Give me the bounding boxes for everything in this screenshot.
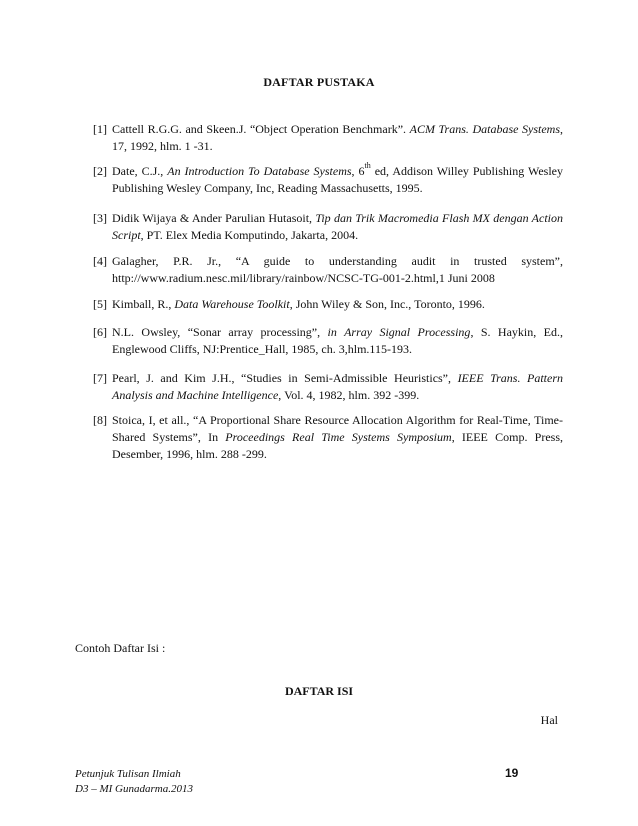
reference-item [93,324,563,358]
reference-number: [5] [93,297,107,311]
page-column-label: Hal [540,713,558,727]
italic-text: IEEE Trans. Pattern Analysis and Machine Intelligence [112,371,563,402]
reference-number: [4] [93,254,107,268]
reference-text-run: Date, C.J., [112,164,168,178]
italic-text: in Array Signal Processing [327,325,471,339]
italic-text: An Introduction To Database Systems [167,164,352,178]
reference-number: [3] [93,211,107,225]
reference-number: [2] [93,164,107,178]
reference-item [93,370,563,404]
reference-text-run: Galagher, P.R. Jr., “A guide to understanding audit in trusted system”, http://www.radium.nesc.mil/library/rainbow/NCSC-TG-001-2.html,1 Juni 2008 [112,254,563,285]
reference-text-run: , IEEE Comp. Press, Desember, 1996, hlm. 288 -299. [112,430,563,461]
reference-number: [1] [93,122,107,136]
reference-text-run: Kimball, R., [112,297,175,311]
reference-item [93,412,563,463]
page-footer [75,767,193,797]
reference-text [112,412,563,463]
italic-text: ACM Trans. Database Systems [409,122,560,136]
references-heading: DAFTAR PUSTAKA [263,75,375,89]
reference-text-run: ed, Addison Willey Publishing Wesley Publishing Wesley Company, Inc, Reading Massachusetts, 1995. [112,164,563,195]
reference-text-run: , S. Haykin, Ed., Englewood Cliffs, NJ:Prentice_Hall, 1985, ch. 3,hlm.115-193. [112,325,563,356]
toc-heading: DAFTAR ISI [284,684,354,698]
reference-text [112,370,563,404]
reference-item [93,296,563,313]
reference-text [112,324,563,358]
page-number: 19 [505,766,519,780]
reference-text [112,210,563,244]
reference-item [93,121,563,155]
reference-item [93,253,563,287]
footer-line-2: D3 – MI Gunadarma.2013 [75,783,193,795]
reference-text-run: N.L. Owsley, “Sonar array processing”, [112,325,328,339]
italic-text: Data Warehouse Toolkit [174,297,290,311]
sample-toc-label: Contoh Daftar Isi : [75,641,166,655]
reference-text-run: Pearl, J. and Kim J.H., “Studies in Semi-Admissible Heuristics”, [112,371,458,385]
reference-text [112,121,563,155]
italic-text: Tip dan Trik Macromedia Flash MX dengan Action Script [112,211,563,242]
reference-text-run: , John Wiley & Son, Inc., Toronto, 1996. [289,297,485,311]
reference-item [93,163,563,197]
reference-number: [8] [93,413,107,427]
reference-text-run: , 6 [351,164,365,178]
reference-text [112,296,563,313]
reference-text-run: , Vol. 4, 1982, hlm. 392 -399. [278,388,420,402]
reference-item [93,210,563,244]
footer-line-1: Petunjuk Tulisan Ilmiah [75,768,181,780]
reference-number: [6] [93,325,107,339]
reference-text-run: Stoica, I, et all., “A Proportional Share Resource Allocation Algorithm for Real-Time, Time-Shared Systems”, In [112,413,563,444]
reference-number: [7] [93,371,107,385]
italic-text: Proceedings Real Time Systems Symposium [225,430,452,444]
reference-text [112,253,563,287]
reference-text-run: Cattell R.G.G. and Skeen.J. “Object Operation Benchmark”. [112,122,410,136]
reference-text-run: Didik Wijaya & Ander Parulian Hutasoit, [112,211,316,225]
reference-text-run: , 17, 1992, hlm. 1 -31. [112,122,563,153]
superscript-text: th [364,161,371,170]
reference-text-run: , PT. Elex Media Komputindo, Jakarta, 2004. [140,228,359,242]
reference-text [112,163,563,197]
